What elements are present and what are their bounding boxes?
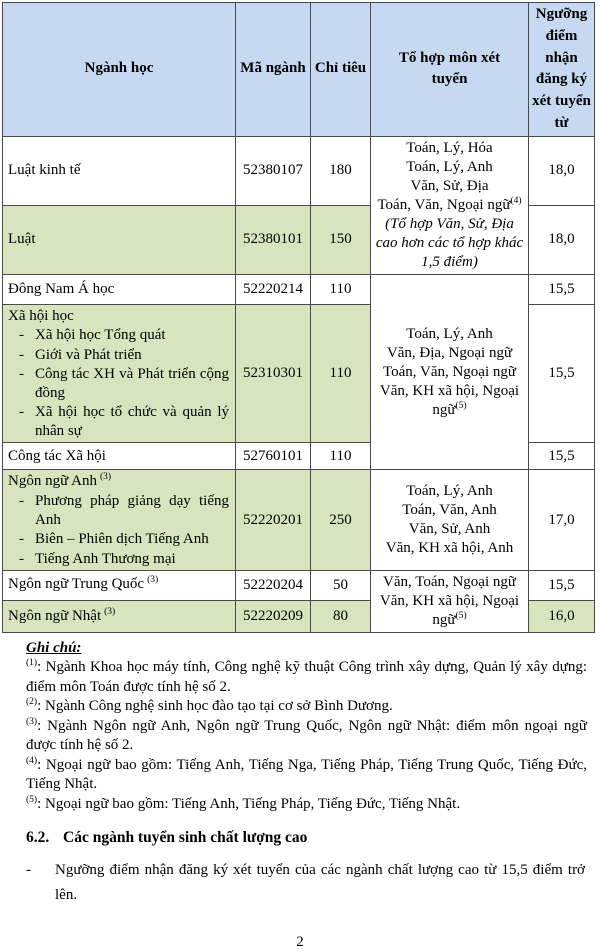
- specialization-label: Biên – Phiên dịch Tiếng Anh: [35, 531, 209, 548]
- footnote-ref: (5): [455, 400, 467, 411]
- threshold-cell: 18,0: [529, 136, 595, 205]
- section-title: Các ngành tuyển sinh chất lượng cao: [63, 829, 308, 847]
- specialization-label: Phương pháp giảng dạy tiếng Anh: [35, 492, 229, 529]
- table-row: [3, 470, 595, 570]
- combo-line-text: Văn, KH xã hội, Ngoại ngữ: [379, 592, 520, 628]
- bullet-dash: -: [19, 492, 24, 509]
- major-name-cell: Luật kinh tế: [3, 136, 236, 205]
- col-header-combo: [371, 3, 529, 137]
- combo-line-text: Toán, Văn, Ngoại ngữ: [377, 196, 511, 213]
- quota-cell: 250: [311, 470, 371, 570]
- quota-cell: 110: [311, 443, 371, 470]
- combo-line: Văn, KH xã hội, Anh: [385, 540, 514, 557]
- note-item: [26, 756, 587, 795]
- table-row: [3, 570, 595, 600]
- threshold-cell: 17,0: [529, 470, 595, 570]
- note-text: : Ngành Khoa học máy tính, Công nghệ kỹ thuật Công trình xây dựng, Quản lý xây dựng: điểm môn Toán được tính hệ số 2.: [26, 659, 587, 695]
- footnote-ref: (3): [104, 606, 116, 617]
- bullet-dash: -: [26, 862, 31, 879]
- major-code-cell: 52760101: [236, 443, 311, 470]
- combo-line: Văn, Toán, Ngoại ngữ: [382, 573, 517, 590]
- threshold-cell: 15,5: [529, 443, 595, 470]
- threshold-cell: 16,0: [529, 600, 595, 632]
- col-header-major: Ngành học: [3, 3, 236, 137]
- table-header-row: [3, 3, 595, 137]
- col-header-combo-label: Tổ hợp môn xét tuyển: [398, 49, 501, 88]
- quota-cell: 150: [311, 205, 371, 274]
- major-name-cell: [3, 470, 236, 570]
- footnote-ref: (5): [455, 610, 467, 621]
- major-code-cell: 52380107: [236, 136, 311, 205]
- col-header-threshold: [529, 3, 595, 137]
- footnote-marker: (5): [26, 794, 38, 805]
- note-text: : Ngoại ngữ bao gồm: Tiếng Anh, Tiếng Pháp, Tiếng Đức, Tiếng Nhật.: [37, 795, 461, 812]
- page-number: 2: [296, 933, 304, 950]
- section-number: 6.2.: [26, 829, 50, 847]
- combo-line: [373, 592, 526, 630]
- table-row: [3, 274, 595, 304]
- threshold-cell: 15,5: [529, 304, 595, 443]
- footnote-marker: (2): [26, 697, 38, 708]
- specialization-item: [16, 403, 232, 441]
- combo-line: Văn, Sử, Anh: [408, 521, 491, 538]
- table-row: [3, 136, 595, 205]
- major-code-cell: 52220204: [236, 570, 311, 600]
- quota-cell: 110: [311, 274, 371, 304]
- note-item: [26, 795, 587, 815]
- col-header-quota: Chỉ tiêu: [311, 3, 371, 137]
- quota-cell: 180: [311, 136, 371, 205]
- combo-line: Văn, Địa, Ngoại ngữ: [386, 344, 513, 361]
- major-code-cell: 52310301: [236, 304, 311, 443]
- specialization-item: [16, 492, 232, 530]
- major-code-cell: 52380101: [236, 205, 311, 274]
- major-name: [8, 472, 232, 492]
- major-code-cell: 52220201: [236, 470, 311, 570]
- specialization-label: Xã hội học tổ chức và quản lý nhân sự: [35, 404, 229, 440]
- specialization-label: Công tác XH và Phát triển cộng đồng: [35, 365, 229, 401]
- threshold-cell: 15,5: [529, 570, 595, 600]
- footnote-ref: (3): [147, 575, 159, 586]
- note-text: : Ngành Công nghệ sinh học đào tạo tại cơ sở Bình Dương.: [37, 698, 393, 715]
- combo-line: Văn, Sử, Địa: [410, 177, 489, 194]
- major-name-cell: [3, 304, 236, 443]
- bullet-dash: -: [19, 531, 24, 548]
- admission-table: [2, 2, 595, 633]
- major-code-cell: 52220209: [236, 600, 311, 632]
- combo-line-text: Văn, KH xã hội, Ngoại ngữ: [379, 382, 520, 418]
- combo-line: [373, 196, 526, 215]
- footnote-ref: (4): [510, 195, 522, 206]
- combo-cell-group4: [371, 570, 529, 632]
- quota-cell: 110: [311, 304, 371, 443]
- col-header-threshold-label: Ngưỡng điểm nhận đăng ký xét tuyển từ: [532, 6, 591, 131]
- specialization-item: [16, 530, 232, 549]
- quota-cell: 80: [311, 600, 371, 632]
- footnote-ref: (3): [99, 472, 112, 483]
- major-name-cell: [3, 600, 236, 632]
- combo-line: Toán, Văn, Ngoại ngữ: [382, 363, 517, 380]
- major-name: Xã hội học: [8, 307, 74, 324]
- combo-line: Toán, Lý, Anh: [406, 158, 493, 175]
- combo-cell-group1: [371, 136, 529, 274]
- combo-line: Toán, Văn, Anh: [402, 502, 497, 519]
- bullet-dash: -: [19, 327, 24, 344]
- bullet-dash: -: [19, 346, 24, 363]
- major-name-text: Ngôn ngữ Trung Quốc: [8, 576, 145, 593]
- bullet-dash: -: [19, 365, 24, 382]
- major-name-cell: Luật: [3, 205, 236, 274]
- footnote-marker: (3): [26, 716, 38, 727]
- col-header-code: Mã ngành: [236, 3, 311, 137]
- combo-line: Toán, Lý, Hóa: [406, 139, 493, 156]
- threshold-cell: 15,5: [529, 274, 595, 304]
- major-name-cell: Đông Nam Á học: [3, 274, 236, 304]
- specialization-label: Tiếng Anh Thương mại: [35, 550, 176, 567]
- combo-line: Toán, Lý, Anh: [406, 325, 493, 342]
- footnote-marker: (4): [26, 755, 38, 766]
- major-name-cell: Công tác Xã hội: [3, 443, 236, 470]
- footnote-marker: (1): [26, 658, 38, 669]
- combo-note: (Tổ hợp Văn, Sử, Địa cao hơn các tổ hợp khác 1,5 điểm): [375, 215, 524, 270]
- combo-line: Toán, Lý, Anh: [406, 482, 493, 499]
- specialization-item: [16, 346, 232, 365]
- major-name-text: Ngôn ngữ Anh: [8, 473, 97, 490]
- major-code-cell: 52220214: [236, 274, 311, 304]
- specialization-item: [16, 365, 232, 403]
- quota-cell: 50: [311, 570, 371, 600]
- threshold-cell: 18,0: [529, 205, 595, 274]
- major-name-cell: [3, 570, 236, 600]
- specialization-item: [16, 550, 232, 569]
- section-heading: [26, 829, 587, 847]
- note-item: [26, 658, 587, 697]
- note-item: [26, 717, 587, 756]
- note-text: : Ngành Ngôn ngữ Anh, Ngôn ngữ Trung Quốc, Ngôn ngữ Nhật: điểm môn ngoại ngữ được tính hệ số 2.: [26, 717, 587, 754]
- major-name-text: Ngôn ngữ Nhật: [8, 607, 102, 624]
- note-item: [26, 697, 587, 717]
- bullet-dash: -: [19, 550, 24, 567]
- section-bullet: [26, 858, 587, 908]
- combo-cell-group3: [371, 470, 529, 570]
- note-text: : Ngoại ngữ bao gồm: Tiếng Anh, Tiếng Nga, Tiếng Pháp, Tiếng Trung Quốc, Tiếng Đức, Tiếng Nhật.: [26, 756, 587, 793]
- combo-cell-group2: [371, 274, 529, 470]
- specialization-item: [16, 326, 232, 345]
- notes-title: Ghi chú:: [26, 639, 82, 656]
- notes-section: [26, 639, 587, 815]
- combo-line: [373, 382, 526, 420]
- bullet-dash: -: [19, 404, 24, 421]
- specialization-label: Giới và Phát triển: [35, 346, 142, 363]
- specialization-label: Xã hội học Tổng quát: [35, 327, 166, 344]
- section-bullet-text: Ngưỡng điểm nhận đăng ký xét tuyển của các ngành chất lượng cao từ 15,5 điểm trở lên.: [55, 862, 585, 904]
